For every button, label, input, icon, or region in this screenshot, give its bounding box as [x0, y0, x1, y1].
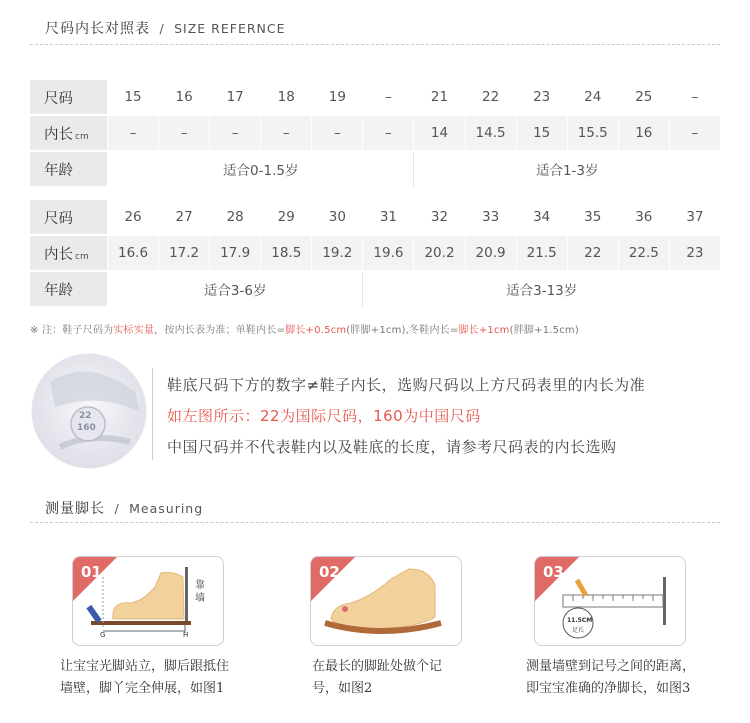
size-cell: 31 [363, 200, 414, 236]
measuring-title-en: Measuring [129, 501, 204, 516]
inner-cell: – [312, 116, 363, 152]
size-cell: 27 [159, 200, 210, 236]
table-row-age [30, 152, 721, 188]
size-cell: – [363, 80, 414, 116]
ruler-measurement-illustration [535, 557, 685, 645]
size-cell: – [670, 80, 721, 116]
size-cell: 32 [414, 200, 465, 236]
measuring-title-cn: 测量脚长 [45, 501, 105, 517]
age-cell: 适合3-13岁 [363, 272, 721, 308]
info-line-2: 如左图所示：22为国际尺码，160为中国尺码 [167, 407, 481, 425]
size-cell: 21 [414, 80, 465, 116]
inner-cell: 22.5 [619, 236, 670, 272]
size-cell: 35 [568, 200, 619, 236]
inner-cell: 18.5 [261, 236, 312, 272]
inner-cell: 17.2 [159, 236, 210, 272]
measurement-value: 11.5CM [567, 617, 593, 624]
inner-cell: 16 [619, 116, 670, 152]
step-3-card [534, 556, 686, 646]
size-table-2 [30, 200, 721, 308]
size-cell: 37 [670, 200, 721, 236]
inner-cell: 19.6 [363, 236, 414, 272]
inner-cell: 17.9 [210, 236, 261, 272]
age-cell: 适合1-3岁 [414, 152, 721, 188]
size-cell: 17 [210, 80, 261, 116]
step-2-number: 02 [319, 563, 340, 581]
age-cell: 适合0-1.5岁 [108, 152, 414, 188]
table-row-inner-length [30, 116, 721, 152]
mark-h: H [183, 631, 189, 639]
size-table-1 [30, 80, 721, 188]
wall-label: 靠墙 [195, 580, 205, 604]
sole-intl-size: 22 [79, 411, 92, 421]
size-cell: 15 [108, 80, 159, 116]
header-divider [30, 44, 720, 45]
inner-cell: – [670, 116, 721, 152]
table-row-inner-length [30, 236, 721, 272]
size-cell: 22 [466, 80, 517, 116]
inner-cell: 14.5 [466, 116, 517, 152]
inner-cell: 14 [414, 116, 465, 152]
size-cell: 23 [517, 80, 568, 116]
size-cell: 36 [619, 200, 670, 236]
header-title-en: SIZE REFERNCE [174, 21, 286, 36]
row-label-age: 年龄 [30, 272, 108, 308]
size-cell: 18 [261, 80, 312, 116]
size-cell: 28 [210, 200, 261, 236]
measuring-header [45, 498, 203, 518]
size-reference-header [45, 18, 286, 38]
inner-cell: 16.6 [108, 236, 159, 272]
measuring-separator: / [114, 501, 120, 516]
row-label-size: 尺码 [30, 200, 108, 236]
step-3-number: 03 [543, 563, 564, 581]
inner-cell: 21.5 [517, 236, 568, 272]
step-1-card [72, 556, 224, 646]
size-cell: 24 [568, 80, 619, 116]
row-label-inner-length: 内长 cm [30, 116, 108, 152]
step-1-number: 01 [81, 563, 102, 581]
inner-cell: 20.2 [414, 236, 465, 272]
size-cell: 30 [312, 200, 363, 236]
size-cell: 29 [261, 200, 312, 236]
size-cell: 25 [619, 80, 670, 116]
header-separator: / [159, 21, 165, 36]
inner-cell: – [261, 116, 312, 152]
size-note: ※ 注：鞋子尺码为实标实量，按内长表为准；单鞋内长=脚长+0.5cm(胖脚+1cm),冬鞋内长=脚长+1cm(胖脚+1.5cm) [30, 325, 579, 336]
size-cell: 16 [159, 80, 210, 116]
row-label-age: 年龄 [30, 152, 108, 188]
inner-cell: 15.5 [568, 116, 619, 152]
row-label-inner-length: 内长 cm [30, 236, 108, 272]
measurement-label: 足长 [572, 627, 585, 634]
inner-cell: 15 [517, 116, 568, 152]
info-divider [152, 368, 153, 460]
age-cell: 适合3-6岁 [108, 272, 363, 308]
inner-cell: 19.2 [312, 236, 363, 272]
inner-cell: – [159, 116, 210, 152]
table-row-age [30, 272, 721, 308]
measuring-divider [30, 522, 720, 523]
step-2-card [310, 556, 462, 646]
header-title-cn: 尺码内长对照表 [45, 21, 150, 37]
inner-cell: 22 [568, 236, 619, 272]
step-1-caption: 让宝宝光脚站立，脚后跟抵住 墙壁，脚丫完全伸展，如图1 [60, 659, 230, 696]
size-cell: 33 [466, 200, 517, 236]
step-2-caption: 在最长的脚趾处做个记 号，如图2 [312, 659, 443, 696]
inner-cell: 20.9 [466, 236, 517, 272]
info-line-1: 鞋底尺码下方的数字≠鞋子内长，选购尺码以上方尺码表里的内长为准 [167, 376, 646, 394]
table-row-size [30, 200, 721, 236]
size-cell: 34 [517, 200, 568, 236]
inner-cell: – [108, 116, 159, 152]
inner-cell: – [363, 116, 414, 152]
size-cell: 26 [108, 200, 159, 236]
row-label-size: 尺码 [30, 80, 108, 116]
inner-cell: – [210, 116, 261, 152]
size-cell: 19 [312, 80, 363, 116]
mark-g: G [100, 631, 106, 639]
inner-cell: 23 [670, 236, 721, 272]
foot-marking-illustration [311, 557, 461, 645]
sole-cn-size: 160 [77, 423, 96, 433]
shoe-sole-image [30, 352, 148, 470]
info-line-3: 中国尺码并不代表鞋内以及鞋底的长度，请参考尺码表的内长选购 [167, 438, 617, 456]
table-row-size [30, 80, 721, 116]
step-3-caption: 测量墙壁到记号之间的距离， 即宝宝准确的净脚长，如图3 [526, 659, 696, 696]
